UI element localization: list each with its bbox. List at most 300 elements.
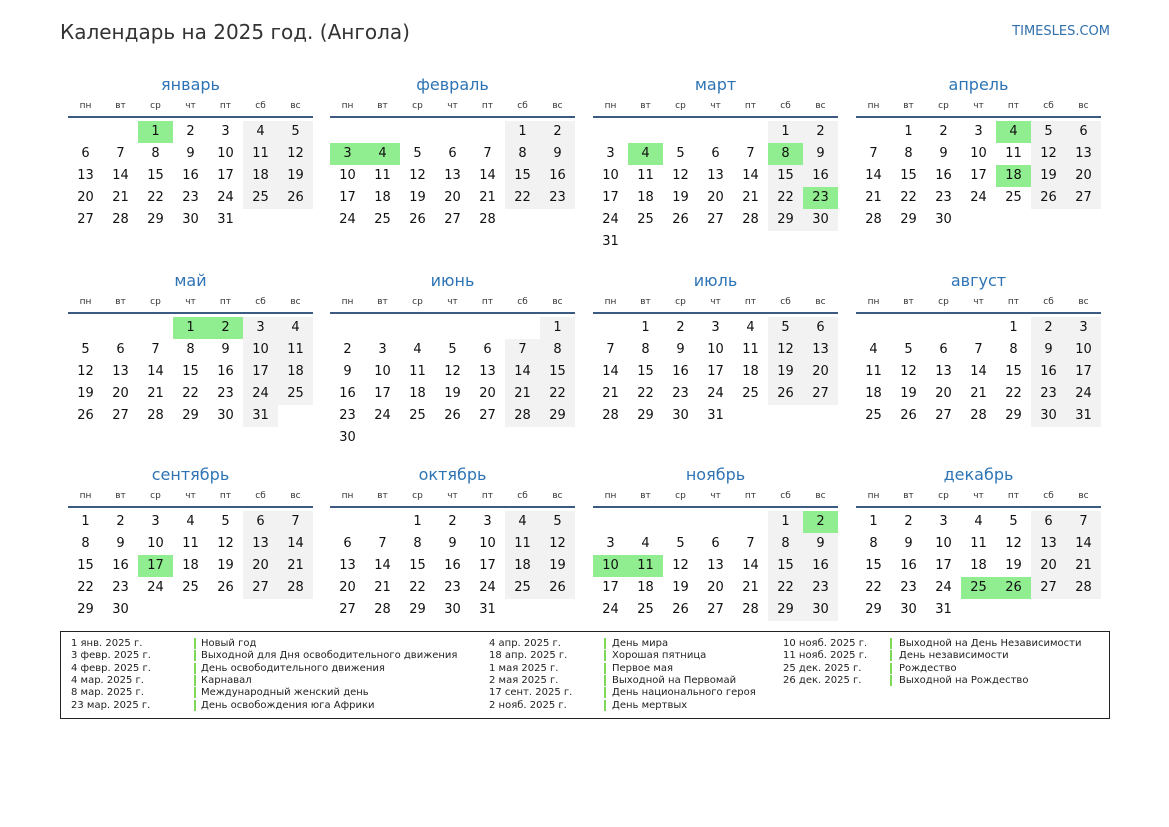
day-cell[interactable]: 20 [707, 190, 724, 205]
day-cell[interactable]: 7 [746, 536, 755, 551]
day-cell[interactable]: 13 [935, 364, 952, 379]
day-cell[interactable]: 26 [672, 602, 689, 617]
day-cell[interactable]: 25 [182, 580, 199, 595]
day-cell[interactable]: 15 [505, 165, 540, 187]
day-cell[interactable]: 3 [711, 320, 720, 335]
day-cell[interactable]: 14 [278, 533, 313, 555]
day-cell[interactable]: 3 [221, 124, 230, 139]
day-cell[interactable]: 1 [768, 511, 803, 533]
day-cell[interactable]: 30 [672, 408, 689, 423]
day-cell[interactable]: 10 [147, 536, 164, 551]
day-cell[interactable]: 17 [217, 168, 234, 183]
day-cell[interactable]: 27 [935, 408, 952, 423]
day-cell[interactable]: 10 [339, 168, 356, 183]
day-cell[interactable]: 23 [672, 386, 689, 401]
day-cell[interactable]: 1 [1009, 320, 1018, 335]
day-cell[interactable]: 18 [409, 386, 426, 401]
day-cell[interactable]: 27 [339, 602, 356, 617]
day-cell[interactable]: 27 [444, 212, 461, 227]
day-cell[interactable]: 26 [278, 187, 313, 209]
day-cell[interactable]: 1 [138, 121, 173, 143]
day-cell[interactable]: 30 [1031, 405, 1066, 427]
day-cell[interactable]: 28 [278, 577, 313, 599]
day-cell[interactable]: 7 [1066, 511, 1101, 533]
day-cell[interactable]: 27 [479, 408, 496, 423]
day-cell[interactable]: 7 [151, 342, 160, 357]
day-cell[interactable]: 13 [1066, 143, 1101, 165]
day-cell[interactable]: 22 [637, 386, 654, 401]
day-cell[interactable]: 3 [974, 124, 983, 139]
day-cell[interactable]: 2 [448, 514, 457, 529]
day-cell[interactable]: 13 [112, 364, 129, 379]
day-cell[interactable]: 3 [330, 143, 365, 165]
day-cell[interactable]: 25 [409, 408, 426, 423]
day-cell[interactable]: 2 [803, 511, 838, 533]
day-cell[interactable]: 24 [243, 383, 278, 405]
day-cell[interactable]: 17 [707, 364, 724, 379]
day-cell[interactable]: 23 [540, 187, 575, 209]
day-cell[interactable]: 7 [278, 511, 313, 533]
day-cell[interactable]: 17 [935, 558, 952, 573]
day-cell[interactable]: 23 [217, 386, 234, 401]
day-cell[interactable]: 25 [961, 577, 996, 599]
day-cell[interactable]: 22 [505, 187, 540, 209]
day-cell[interactable]: 10 [374, 364, 391, 379]
day-cell[interactable]: 15 [768, 555, 803, 577]
day-cell[interactable]: 30 [803, 599, 838, 621]
day-cell[interactable]: 15 [1005, 364, 1022, 379]
day-cell[interactable]: 27 [803, 383, 838, 405]
day-cell[interactable]: 24 [374, 408, 391, 423]
day-cell[interactable]: 14 [112, 168, 129, 183]
day-cell[interactable]: 7 [116, 146, 125, 161]
day-cell[interactable]: 21 [970, 386, 987, 401]
day-cell[interactable]: 15 [637, 364, 654, 379]
day-cell[interactable]: 22 [768, 577, 803, 599]
day-cell[interactable]: 10 [479, 536, 496, 551]
day-cell[interactable]: 25 [637, 602, 654, 617]
day-cell[interactable]: 2 [208, 317, 243, 339]
day-cell[interactable]: 28 [742, 212, 759, 227]
day-cell[interactable]: 3 [1066, 317, 1101, 339]
day-cell[interactable]: 21 [278, 555, 313, 577]
day-cell[interactable]: 16 [112, 558, 129, 573]
day-cell[interactable]: 21 [374, 580, 391, 595]
day-cell[interactable]: 6 [803, 317, 838, 339]
day-cell[interactable]: 13 [1031, 533, 1066, 555]
day-cell[interactable]: 13 [479, 364, 496, 379]
day-cell[interactable]: 16 [803, 165, 838, 187]
day-cell[interactable]: 16 [900, 558, 917, 573]
day-cell[interactable]: 9 [448, 536, 457, 551]
day-cell[interactable]: 23 [339, 408, 356, 423]
day-cell[interactable]: 28 [479, 212, 496, 227]
day-cell[interactable]: 2 [939, 124, 948, 139]
day-cell[interactable]: 3 [151, 514, 160, 529]
day-cell[interactable]: 23 [1031, 383, 1066, 405]
day-cell[interactable]: 6 [939, 342, 948, 357]
day-cell[interactable]: 24 [1066, 383, 1101, 405]
day-cell[interactable]: 9 [676, 342, 685, 357]
day-cell[interactable]: 12 [77, 364, 94, 379]
day-cell[interactable]: 6 [711, 536, 720, 551]
day-cell[interactable]: 25 [742, 386, 759, 401]
day-cell[interactable]: 9 [343, 364, 352, 379]
day-cell[interactable]: 18 [374, 190, 391, 205]
day-cell[interactable]: 20 [243, 555, 278, 577]
day-cell[interactable]: 18 [637, 580, 654, 595]
day-cell[interactable]: 14 [1066, 533, 1101, 555]
day-cell[interactable]: 1 [540, 317, 575, 339]
day-cell[interactable]: 29 [540, 405, 575, 427]
day-cell[interactable]: 24 [479, 580, 496, 595]
day-cell[interactable]: 22 [182, 386, 199, 401]
day-cell[interactable]: 19 [77, 386, 94, 401]
day-cell[interactable]: 19 [540, 555, 575, 577]
day-cell[interactable]: 15 [540, 361, 575, 383]
day-cell[interactable]: 20 [77, 190, 94, 205]
day-cell[interactable]: 9 [186, 146, 195, 161]
day-cell[interactable]: 18 [996, 165, 1031, 187]
day-cell[interactable]: 20 [479, 386, 496, 401]
day-cell[interactable]: 8 [186, 342, 195, 357]
day-cell[interactable]: 7 [606, 342, 615, 357]
day-cell[interactable]: 11 [1005, 146, 1022, 161]
day-cell[interactable]: 22 [865, 580, 882, 595]
day-cell[interactable]: 31 [602, 234, 619, 249]
day-cell[interactable]: 14 [374, 558, 391, 573]
day-cell[interactable]: 3 [378, 342, 387, 357]
day-cell[interactable]: 11 [970, 536, 987, 551]
day-cell[interactable]: 1 [869, 514, 878, 529]
day-cell[interactable]: 21 [505, 383, 540, 405]
day-cell[interactable]: 10 [217, 146, 234, 161]
day-cell[interactable]: 9 [904, 536, 913, 551]
day-cell[interactable]: 27 [77, 212, 94, 227]
day-cell[interactable]: 3 [606, 536, 615, 551]
day-cell[interactable]: 4 [365, 143, 400, 165]
day-cell[interactable]: 30 [217, 408, 234, 423]
day-cell[interactable]: 21 [742, 580, 759, 595]
day-cell[interactable]: 7 [974, 342, 983, 357]
day-cell[interactable]: 24 [602, 212, 619, 227]
day-cell[interactable]: 26 [444, 408, 461, 423]
day-cell[interactable]: 8 [151, 146, 160, 161]
day-cell[interactable]: 12 [217, 536, 234, 551]
day-cell[interactable]: 21 [865, 190, 882, 205]
day-cell[interactable]: 16 [672, 364, 689, 379]
day-cell[interactable]: 12 [1005, 536, 1022, 551]
day-cell[interactable]: 28 [1066, 577, 1101, 599]
day-cell[interactable]: 6 [243, 511, 278, 533]
day-cell[interactable]: 20 [803, 361, 838, 383]
day-cell[interactable]: 31 [243, 405, 278, 427]
day-cell[interactable]: 8 [768, 533, 803, 555]
day-cell[interactable]: 26 [540, 577, 575, 599]
day-cell[interactable]: 14 [865, 168, 882, 183]
day-cell[interactable]: 11 [374, 168, 391, 183]
day-cell[interactable]: 13 [707, 558, 724, 573]
day-cell[interactable]: 21 [602, 386, 619, 401]
day-cell[interactable]: 13 [707, 168, 724, 183]
day-cell[interactable]: 27 [707, 212, 724, 227]
day-cell[interactable]: 16 [339, 386, 356, 401]
day-cell[interactable]: 31 [217, 212, 234, 227]
day-cell[interactable]: 9 [939, 146, 948, 161]
day-cell[interactable]: 28 [505, 405, 540, 427]
day-cell[interactable]: 22 [1005, 386, 1022, 401]
day-cell[interactable]: 21 [1066, 555, 1101, 577]
day-cell[interactable]: 9 [803, 533, 838, 555]
day-cell[interactable]: 4 [996, 121, 1031, 143]
day-cell[interactable]: 7 [505, 339, 540, 361]
day-cell[interactable]: 6 [483, 342, 492, 357]
day-cell[interactable]: 1 [505, 121, 540, 143]
day-cell[interactable]: 23 [935, 190, 952, 205]
day-cell[interactable]: 18 [278, 361, 313, 383]
day-cell[interactable]: 22 [409, 580, 426, 595]
day-cell[interactable]: 27 [707, 602, 724, 617]
day-cell[interactable]: 3 [606, 146, 615, 161]
day-cell[interactable]: 17 [479, 558, 496, 573]
day-cell[interactable]: 14 [147, 364, 164, 379]
day-cell[interactable]: 27 [112, 408, 129, 423]
day-cell[interactable]: 5 [448, 342, 457, 357]
day-cell[interactable]: 4 [186, 514, 195, 529]
day-cell[interactable]: 12 [409, 168, 426, 183]
day-cell[interactable]: 11 [278, 339, 313, 361]
day-cell[interactable]: 4 [628, 143, 663, 165]
day-cell[interactable]: 27 [243, 577, 278, 599]
day-cell[interactable]: 21 [479, 190, 496, 205]
day-cell[interactable]: 16 [935, 168, 952, 183]
day-cell[interactable]: 22 [147, 190, 164, 205]
day-cell[interactable]: 17 [602, 580, 619, 595]
day-cell[interactable]: 21 [742, 190, 759, 205]
day-cell[interactable]: 2 [186, 124, 195, 139]
day-cell[interactable]: 15 [147, 168, 164, 183]
day-cell[interactable]: 26 [900, 408, 917, 423]
day-cell[interactable]: 16 [1031, 361, 1066, 383]
day-cell[interactable]: 18 [970, 558, 987, 573]
day-cell[interactable]: 28 [112, 212, 129, 227]
day-cell[interactable]: 16 [217, 364, 234, 379]
day-cell[interactable]: 6 [116, 342, 125, 357]
day-cell[interactable]: 31 [935, 602, 952, 617]
day-cell[interactable]: 19 [409, 190, 426, 205]
day-cell[interactable]: 20 [707, 580, 724, 595]
day-cell[interactable]: 2 [1031, 317, 1066, 339]
day-cell[interactable]: 31 [707, 408, 724, 423]
day-cell[interactable]: 18 [742, 364, 759, 379]
day-cell[interactable]: 15 [77, 558, 94, 573]
site-link[interactable]: TIMESLES.COM [1012, 24, 1110, 39]
day-cell[interactable]: 23 [182, 190, 199, 205]
day-cell[interactable]: 18 [505, 555, 540, 577]
day-cell[interactable]: 5 [676, 536, 685, 551]
day-cell[interactable]: 15 [768, 165, 803, 187]
day-cell[interactable]: 16 [803, 555, 838, 577]
day-cell[interactable]: 13 [803, 339, 838, 361]
day-cell[interactable]: 4 [505, 511, 540, 533]
day-cell[interactable]: 11 [742, 342, 759, 357]
day-cell[interactable]: 13 [243, 533, 278, 555]
day-cell[interactable]: 4 [974, 514, 983, 529]
day-cell[interactable]: 12 [900, 364, 917, 379]
day-cell[interactable]: 17 [374, 386, 391, 401]
day-cell[interactable]: 19 [672, 580, 689, 595]
day-cell[interactable]: 2 [803, 121, 838, 143]
day-cell[interactable]: 14 [602, 364, 619, 379]
day-cell[interactable]: 19 [900, 386, 917, 401]
day-cell[interactable]: 24 [970, 190, 987, 205]
day-cell[interactable]: 24 [339, 212, 356, 227]
day-cell[interactable]: 21 [147, 386, 164, 401]
day-cell[interactable]: 30 [803, 209, 838, 231]
day-cell[interactable]: 17 [339, 190, 356, 205]
day-cell[interactable]: 19 [672, 190, 689, 205]
day-cell[interactable]: 30 [182, 212, 199, 227]
day-cell[interactable]: 29 [147, 212, 164, 227]
day-cell[interactable]: 18 [637, 190, 654, 205]
day-cell[interactable]: 29 [409, 602, 426, 617]
day-cell[interactable]: 6 [1031, 511, 1066, 533]
day-cell[interactable]: 8 [641, 342, 650, 357]
day-cell[interactable]: 29 [182, 408, 199, 423]
day-cell[interactable]: 12 [1031, 143, 1066, 165]
day-cell[interactable]: 30 [444, 602, 461, 617]
day-cell[interactable]: 25 [243, 187, 278, 209]
day-cell[interactable]: 28 [147, 408, 164, 423]
day-cell[interactable]: 19 [278, 165, 313, 187]
day-cell[interactable]: 28 [742, 602, 759, 617]
day-cell[interactable]: 5 [278, 121, 313, 143]
day-cell[interactable]: 13 [444, 168, 461, 183]
day-cell[interactable]: 7 [378, 536, 387, 551]
day-cell[interactable]: 9 [1031, 339, 1066, 361]
day-cell[interactable]: 27 [1031, 577, 1066, 599]
day-cell[interactable]: 22 [768, 187, 803, 209]
day-cell[interactable]: 31 [1066, 405, 1101, 427]
day-cell[interactable]: 17 [243, 361, 278, 383]
day-cell[interactable]: 4 [278, 317, 313, 339]
day-cell[interactable]: 6 [1066, 121, 1101, 143]
day-cell[interactable]: 4 [413, 342, 422, 357]
day-cell[interactable]: 18 [243, 165, 278, 187]
day-cell[interactable]: 19 [444, 386, 461, 401]
day-cell[interactable]: 1 [641, 320, 650, 335]
day-cell[interactable]: 19 [768, 361, 803, 383]
day-cell[interactable]: 18 [182, 558, 199, 573]
day-cell[interactable]: 24 [935, 580, 952, 595]
day-cell[interactable]: 5 [904, 342, 913, 357]
day-cell[interactable]: 26 [672, 212, 689, 227]
day-cell[interactable]: 12 [278, 143, 313, 165]
day-cell[interactable]: 8 [540, 339, 575, 361]
day-cell[interactable]: 2 [540, 121, 575, 143]
day-cell[interactable]: 30 [339, 430, 356, 445]
day-cell[interactable]: 10 [593, 555, 628, 577]
day-cell[interactable]: 31 [479, 602, 496, 617]
day-cell[interactable]: 23 [444, 580, 461, 595]
day-cell[interactable]: 23 [803, 577, 838, 599]
day-cell[interactable]: 23 [803, 187, 838, 209]
day-cell[interactable]: 23 [900, 580, 917, 595]
day-cell[interactable]: 29 [768, 599, 803, 621]
day-cell[interactable]: 6 [711, 146, 720, 161]
day-cell[interactable]: 30 [900, 602, 917, 617]
day-cell[interactable]: 19 [1005, 558, 1022, 573]
day-cell[interactable]: 3 [483, 514, 492, 529]
day-cell[interactable]: 15 [900, 168, 917, 183]
day-cell[interactable]: 30 [935, 212, 952, 227]
day-cell[interactable]: 11 [409, 364, 426, 379]
day-cell[interactable]: 29 [900, 212, 917, 227]
day-cell[interactable]: 9 [116, 536, 125, 551]
day-cell[interactable]: 10 [602, 168, 619, 183]
day-cell[interactable]: 1 [768, 121, 803, 143]
day-cell[interactable]: 4 [243, 121, 278, 143]
day-cell[interactable]: 24 [602, 602, 619, 617]
day-cell[interactable]: 25 [505, 577, 540, 599]
day-cell[interactable]: 8 [869, 536, 878, 551]
day-cell[interactable]: 25 [278, 383, 313, 405]
day-cell[interactable]: 11 [628, 555, 663, 577]
day-cell[interactable]: 14 [505, 361, 540, 383]
day-cell[interactable]: 11 [505, 533, 540, 555]
day-cell[interactable]: 28 [374, 602, 391, 617]
day-cell[interactable]: 29 [768, 209, 803, 231]
day-cell[interactable]: 5 [81, 342, 90, 357]
day-cell[interactable]: 22 [900, 190, 917, 205]
day-cell[interactable]: 5 [676, 146, 685, 161]
day-cell[interactable]: 5 [1009, 514, 1018, 529]
day-cell[interactable]: 17 [970, 168, 987, 183]
day-cell[interactable]: 5 [1031, 121, 1066, 143]
day-cell[interactable]: 13 [339, 558, 356, 573]
day-cell[interactable]: 8 [768, 143, 803, 165]
day-cell[interactable]: 10 [970, 146, 987, 161]
day-cell[interactable]: 22 [77, 580, 94, 595]
day-cell[interactable]: 1 [413, 514, 422, 529]
day-cell[interactable]: 1 [81, 514, 90, 529]
day-cell[interactable]: 7 [483, 146, 492, 161]
day-cell[interactable]: 4 [869, 342, 878, 357]
day-cell[interactable]: 7 [746, 146, 755, 161]
day-cell[interactable]: 15 [182, 364, 199, 379]
day-cell[interactable]: 5 [413, 146, 422, 161]
day-cell[interactable]: 19 [1031, 165, 1066, 187]
day-cell[interactable]: 16 [444, 558, 461, 573]
day-cell[interactable]: 8 [904, 146, 913, 161]
day-cell[interactable]: 5 [540, 511, 575, 533]
day-cell[interactable]: 16 [182, 168, 199, 183]
day-cell[interactable]: 26 [1031, 187, 1066, 209]
day-cell[interactable]: 2 [116, 514, 125, 529]
day-cell[interactable]: 12 [768, 339, 803, 361]
day-cell[interactable]: 30 [112, 602, 129, 617]
day-cell[interactable]: 10 [707, 342, 724, 357]
day-cell[interactable]: 8 [413, 536, 422, 551]
day-cell[interactable]: 12 [540, 533, 575, 555]
day-cell[interactable]: 25 [374, 212, 391, 227]
day-cell[interactable]: 24 [147, 580, 164, 595]
day-cell[interactable]: 20 [935, 386, 952, 401]
day-cell[interactable]: 6 [343, 536, 352, 551]
day-cell[interactable]: 1 [904, 124, 913, 139]
day-cell[interactable]: 12 [672, 168, 689, 183]
day-cell[interactable]: 10 [935, 536, 952, 551]
